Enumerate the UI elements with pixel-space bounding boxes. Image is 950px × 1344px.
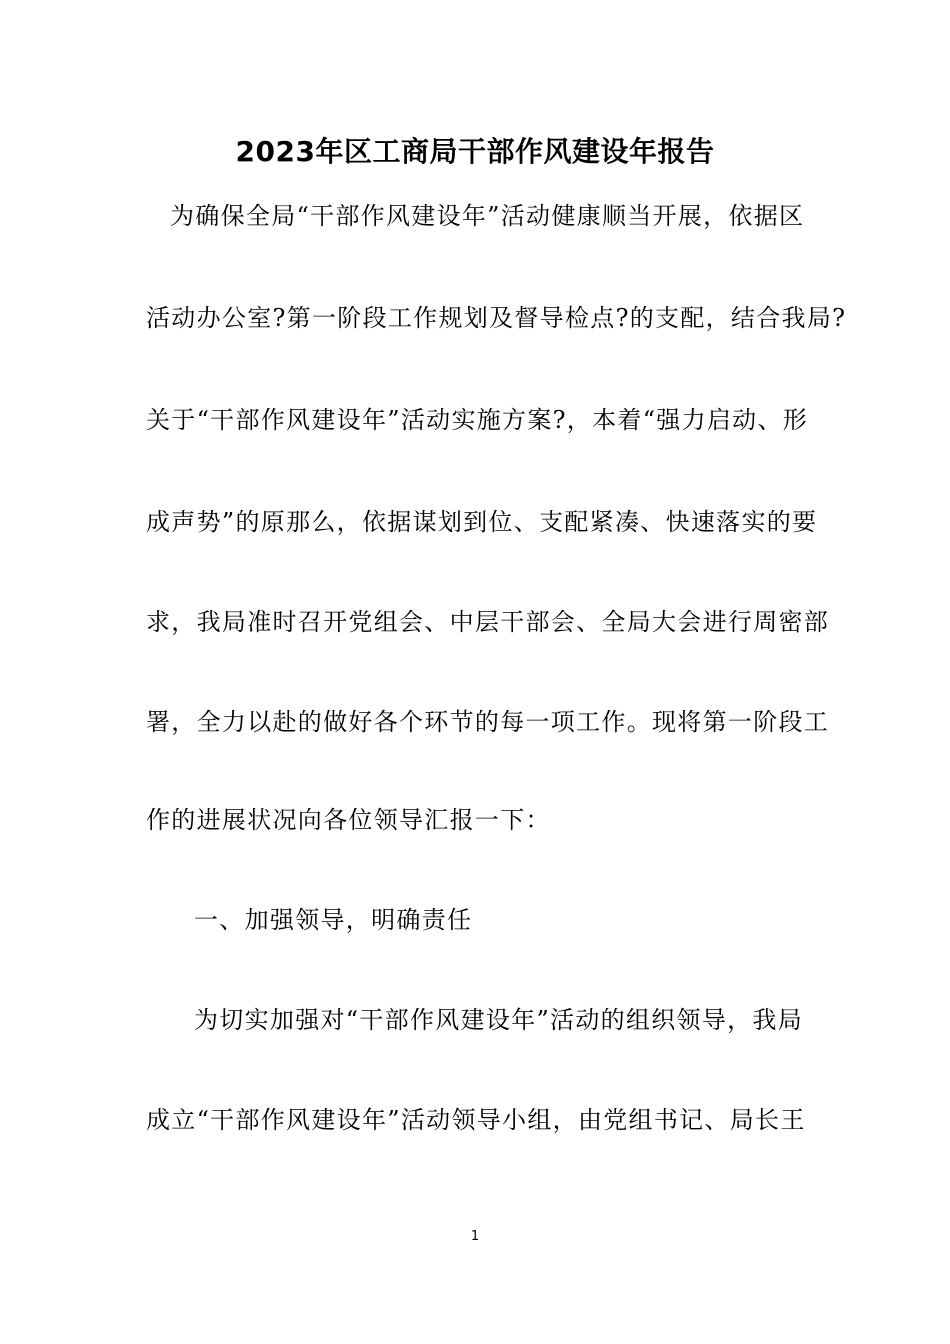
paragraph-line: 成立“干部作风建设年”活动领导小组，由党组书记、局长王 xyxy=(146,1106,806,1134)
page-number: 1 xyxy=(470,1229,480,1244)
document-title: 2023年区工商局干部作风建设年报告 xyxy=(235,135,715,168)
section-heading: 一、加强领导，明确责任 xyxy=(194,906,473,934)
paragraph-line: 为切实加强对“干部作风建设年”活动的组织领导，我局 xyxy=(194,1006,804,1034)
paragraph-line: 求，我局准时召开党组会、中层干部会、全局大会进行周密部 xyxy=(146,608,830,636)
paragraph-line: 作的进展状况向各位领导汇报一下： xyxy=(146,806,551,834)
paragraph-line: 关于“干部作风建设年”活动实施方案?，本着“强力启动、形 xyxy=(146,406,809,434)
paragraph-line: 成声势”的原那么，依据谋划到位、支配紧凑、快速落实的要 xyxy=(146,508,818,536)
paragraph-line: 为确保全局“干部作风建设年”活动健康顺当开展，依据区 xyxy=(170,202,805,230)
paragraph-line: 署，全力以赴的做好各个环节的每一项工作。现将第一阶段工 xyxy=(146,708,830,736)
paragraph-line: 活动办公室?第一阶段工作规划及督导检点?的支配，结合我局? xyxy=(146,304,847,332)
